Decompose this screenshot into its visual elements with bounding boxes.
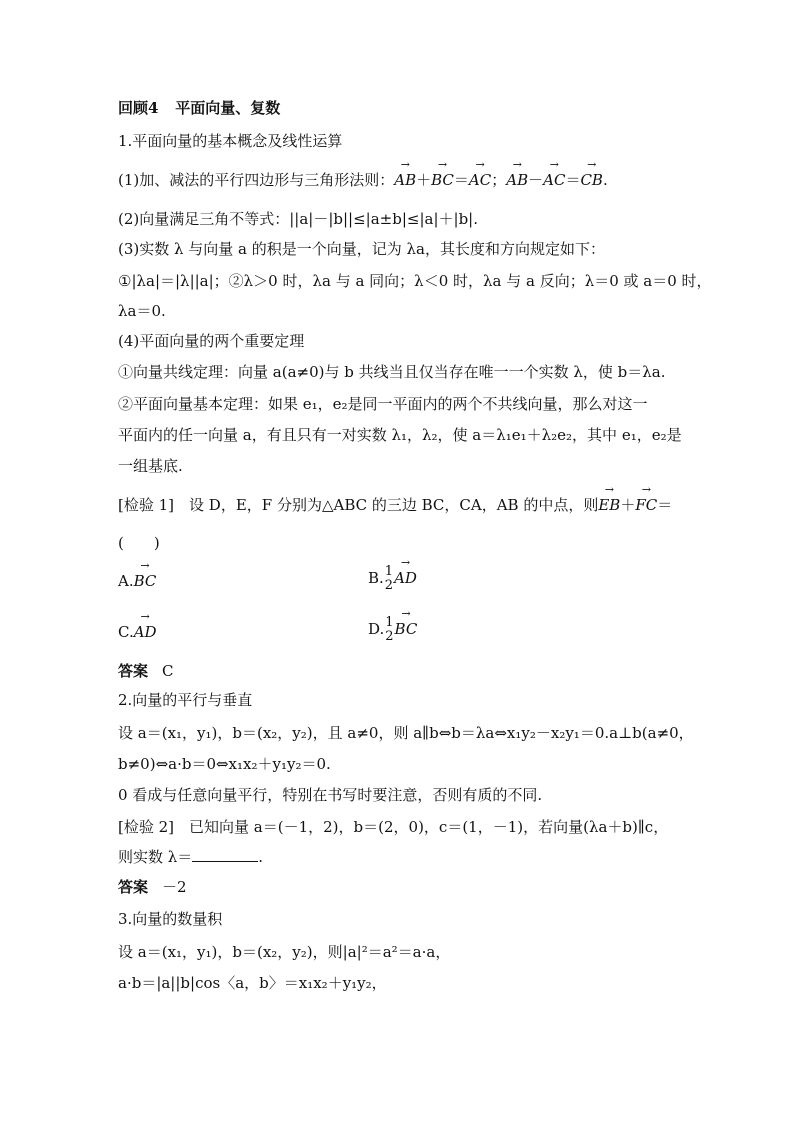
option-d-vector: → BC: [395, 619, 418, 639]
fraction-denominator: 2: [385, 629, 394, 644]
option-a[interactable]: [118, 571, 156, 591]
s1-paragraph-4: ①|λa|＝|λ||a|；②λ＞0 时，λa 与 a 同向；λ＜0 时，λa 与 a 反向；λ＝0 或 a＝0 时，: [118, 272, 712, 290]
answer-2-value: －2: [162, 878, 187, 896]
vector-eb: → EB: [598, 495, 620, 515]
vector-ab: → AB: [394, 170, 416, 190]
vector-fc: → FC: [635, 495, 657, 515]
fraction-denominator: 2: [384, 578, 394, 593]
vector-ac: → AC: [469, 170, 491, 190]
s1-paragraph-10: 一组基底.: [118, 457, 183, 475]
check-1-text: 设 D，E，F 分别为△ABC 的三边 BC，CA，AB 的中点，则: [174, 496, 599, 514]
s1-paragraph-3: (3)实数 λ 与向量 a 的积是一个向量，记为 λa，其长度和方向规定如下：: [118, 240, 605, 258]
check-1-label: [检验 1]: [118, 496, 175, 514]
s3-paragraph-1: 设 a＝(x₁，y₁)，b＝(x₂，y₂)，则|a|²＝a²＝a·a，: [118, 943, 451, 961]
fraction-one-half: [385, 565, 393, 593]
answer-2-label: 答案: [118, 878, 149, 896]
review-title: 平面向量、复数: [175, 99, 281, 117]
answer-1: [118, 661, 174, 681]
option-c-vector: → AD: [134, 622, 157, 642]
vector-bc: → BC: [431, 170, 454, 190]
equals-sign: ＝: [657, 496, 673, 514]
separator: ；: [491, 171, 507, 189]
equals-sign: ＝: [453, 171, 469, 189]
period: .: [258, 848, 264, 866]
option-b[interactable]: [368, 565, 417, 593]
s3-paragraph-2: a·b＝|a||b|cos〈a，b〉＝x₁x₂＋y₁y₂，: [118, 974, 387, 992]
fraction-one-half: [385, 616, 393, 644]
check-2-label: [检验 2]: [118, 818, 175, 836]
answer-blank[interactable]: [192, 847, 258, 862]
s1-paragraph-5: λa＝0.: [118, 302, 166, 320]
minus-sign: －: [528, 171, 544, 189]
answer-1-label: 答案: [118, 662, 149, 680]
option-d[interactable]: [368, 616, 417, 644]
period: .: [602, 171, 608, 189]
equals-sign-2: ＝: [565, 171, 581, 189]
s1-paragraph-9: 平面内的任一向量 a，有且只有一对实数 λ₁，λ₂，使 a＝λ₁e₁＋λ₂e₂，其中 e₁，e₂是: [118, 426, 682, 444]
option-b-vector: → AD: [394, 568, 417, 588]
s1-paragraph-2: (2)向量满足三角不等式：||a|－|b||≤|a±b|≤|a|＋|b|.: [118, 210, 479, 228]
option-c-letter: C.: [118, 623, 134, 641]
s2-paragraph-4: [118, 847, 263, 867]
section-1-heading: 1.平面向量的基本概念及线性运算: [118, 132, 343, 150]
plus-sign: ＋: [416, 171, 432, 189]
option-c[interactable]: [118, 622, 157, 642]
check-1-question: [118, 495, 672, 515]
vector-cb: → CB: [580, 170, 603, 190]
review-header: [118, 98, 280, 118]
section-2-heading: 2.向量的平行与垂直: [118, 691, 253, 709]
vector-ac-2: → AC: [543, 170, 565, 190]
check-2-question: [118, 817, 668, 837]
vector-ab-2: → AB: [506, 170, 528, 190]
check-2-text: 已知向量 a＝(－1，2)，b＝(2，0)，c＝(1，－1)，若向量(λa＋b)∥c，: [174, 818, 669, 836]
option-a-vector: → BC: [134, 571, 157, 591]
fraction-numerator: 1: [384, 564, 394, 579]
answer-1-value: C: [162, 662, 174, 680]
plus-sign: ＋: [620, 496, 636, 514]
s2-paragraph-3: 0 看成与任意向量平行，特别在书写时要注意，否则有质的不同.: [118, 786, 543, 804]
review-tag: 回顾4: [118, 99, 159, 117]
s1-paragraph-1: [118, 170, 608, 190]
option-d-letter: D.: [368, 620, 385, 638]
s1-p1-text: (1)加、减法的平行四边形与三角形法则：: [118, 171, 395, 189]
option-a-letter: A.: [118, 572, 134, 590]
answer-parentheses: ( ): [118, 534, 160, 552]
s2-paragraph-1: 设 a＝(x₁，y₁)，b＝(x₂，y₂)，且 a≠0，则 a∥b⇔b＝λa⇔x₁y₂－x₂y₁＝0.a⊥b(a≠0，: [118, 724, 694, 742]
s1-paragraph-7: ①向量共线定理：向量 a(a≠0)与 b 共线当且仅当存在唯一一个实数 λ，使 b＝λa.: [118, 363, 666, 381]
answer-2: [118, 877, 187, 897]
s2-paragraph-2: b≠0)⇔a·b＝0⇔x₁x₂＋y₁y₂＝0.: [118, 755, 331, 773]
s1-paragraph-6: (4)平面向量的两个重要定理: [118, 332, 305, 350]
fraction-numerator: 1: [385, 615, 394, 630]
lambda-prompt: 则实数 λ＝: [118, 848, 193, 866]
option-b-letter: B.: [368, 569, 384, 587]
s1-paragraph-8: ②平面向量基本定理：如果 e₁，e₂是同一平面内的两个不共线向量，那么对这一: [118, 395, 648, 413]
section-3-heading: 3.向量的数量积: [118, 910, 223, 928]
